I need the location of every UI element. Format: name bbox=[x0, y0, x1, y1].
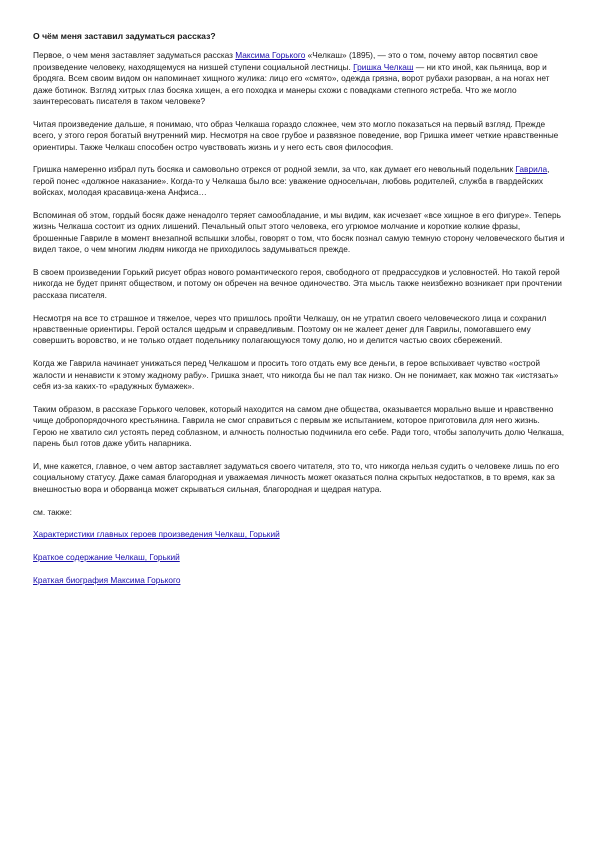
paragraph-8: Таким образом, в рассказе Горького человек, который находится на самом дне общества, оказывается морально выше и нравственно чище добропорядочного крестьянина. Гаврила не смог справиться с первым же испытанием, которое приготовила для него жизнь. Герою не хватило сил устоять перед соблазном, и алчность полностью подчинила его себе. Ради того, чтобы заполучить долю Челкаша, парень был готов даже убить напарника. bbox=[33, 403, 565, 449]
paragraph-5: В своем произведении Горький рисует образ нового романтического героя, свободного от предрассудков и условностей. Но такой герой никогда не будет принят обществом, и потому он обречен на вечное одиночество. Эта мысль также неизбежно возникает при прочтении рассказа писателя. bbox=[33, 267, 562, 300]
paragraph-2: Читая произведение дальше, я понимаю, что образ Челкаша гораздо сложнее, чем это могло показаться на первый взгляд. Прежде всего, у этого героя богатый внутренний мир. Несмотря на свое грубое и развязное поведение, вор Гришка имеет четкие нравственные ориентиры. Также Челкаш способен остро чувствовать жизнь и у него есть своя философия. bbox=[33, 118, 559, 152]
link-grishka-chelkash[interactable]: Гришка Челкаш bbox=[353, 61, 414, 72]
paragraph-3-text-b: , герой понес «должное наказание». Когда-то у Челкаша было все: уважение односельчан, любовь родителей, служба в гвардейских войсках, молодая красавица-жена Анфиса… bbox=[33, 164, 550, 198]
link-gavrila[interactable]: Гаврила bbox=[515, 164, 548, 175]
link-characters[interactable]: Характеристики главных героев произведения Челкаш, Горький bbox=[33, 529, 280, 540]
paragraph-1-text-b: «Челкаш» (1895), — это о том, почему автор посвятил свое произведение человеку, находящемуся на низшей ступени социальной лестницы. bbox=[33, 50, 538, 72]
paragraph-4: Вспоминая об этом, гордый босяк даже ненадолго теряет самообладание, и мы видим, как исчезает «все хищное в его фигуре». Теперь жизнь Челкаша состоит из одних лишений. Печальный опыт этого человека, его угрюмое молчание и короткие колкие фразы, брошенные Гавриле в момент внезапной вспышки злобы, говорят о том, что босяк познал самую темную сторону человеческого бытия и видел такое, о чем многим людям никогда не приходилось задумываться прежде. bbox=[33, 210, 565, 255]
paragraph-1-text-a: Первое, о чем меня заставляет задуматься рассказ bbox=[33, 50, 236, 61]
link-maxim-gorky[interactable]: Максима Горького bbox=[235, 50, 306, 61]
paragraph-6: Несмотря на все то страшное и тяжелое, через что пришлось пройти Челкашу, он не утратил своего человеческого лица и сохранил нравственные ориентиры. Герой остался щедрым и справедливым. Поэтому он не жалеет денег для Гаврилы, помогавшего ему совершить воровство, и не только отдает подельнику полагающуюся тому долю, но и делится частью своих сбережений. bbox=[33, 312, 547, 346]
document-page bbox=[33, 31, 565, 598]
paragraph-9: И, мне кажется, главное, о чем автор заставляет задуматься своего читателя, это то, что никогда нельзя судить о человеке лишь по его социальному статусу. Даже самая благородная и уважаемая личность может оказаться полна скрытых недостатков, в то время, как за внешностью вора и оборванца может скрываться сильная, благородная и щедрая натура. bbox=[33, 460, 560, 494]
article-title: О чём меня заставил задуматься рассказ? bbox=[33, 31, 216, 41]
related-links bbox=[33, 529, 565, 586]
paragraph-3-text-a: Гришка намеренно избрал путь босяка и самовольно отрекся от родной земли, за что, как думает его невольный подельник bbox=[33, 164, 516, 175]
paragraph-3 bbox=[33, 164, 565, 198]
paragraph-1 bbox=[33, 50, 565, 107]
paragraph-7: Когда же Гаврила начинает унижаться перед Челкашом и просить того отдать ему все деньги, в герое вспыхивает чувство «острой жалости и ненависти к этому жадному рабу». Гришка знает, что никогда бы не пал так низко. Он не понимает, как можно так «истязать» себя из-за каких-то «радужных бумажек». bbox=[33, 358, 559, 392]
link-biography[interactable]: Краткая биография Максима Горького bbox=[33, 574, 181, 585]
see-also-label: см. также: bbox=[33, 506, 72, 517]
link-summary[interactable]: Краткое содержание Челкаш, Горький bbox=[33, 552, 180, 563]
paragraph-1-text-c: — ни кто иной, как пьяница, вор и бродяга. Всем своим видом он напоминает хищного жулика: лицо его «смято», одежда грязна, ворот рубахи разорван, а на ногах нет даже ботинок. Взгляд хитрых глаз босяка хищен, а его походка и манеры схожи с повадками степного ястреба. Что же могло заинтересовать писателя в таком человеке? bbox=[33, 61, 550, 107]
